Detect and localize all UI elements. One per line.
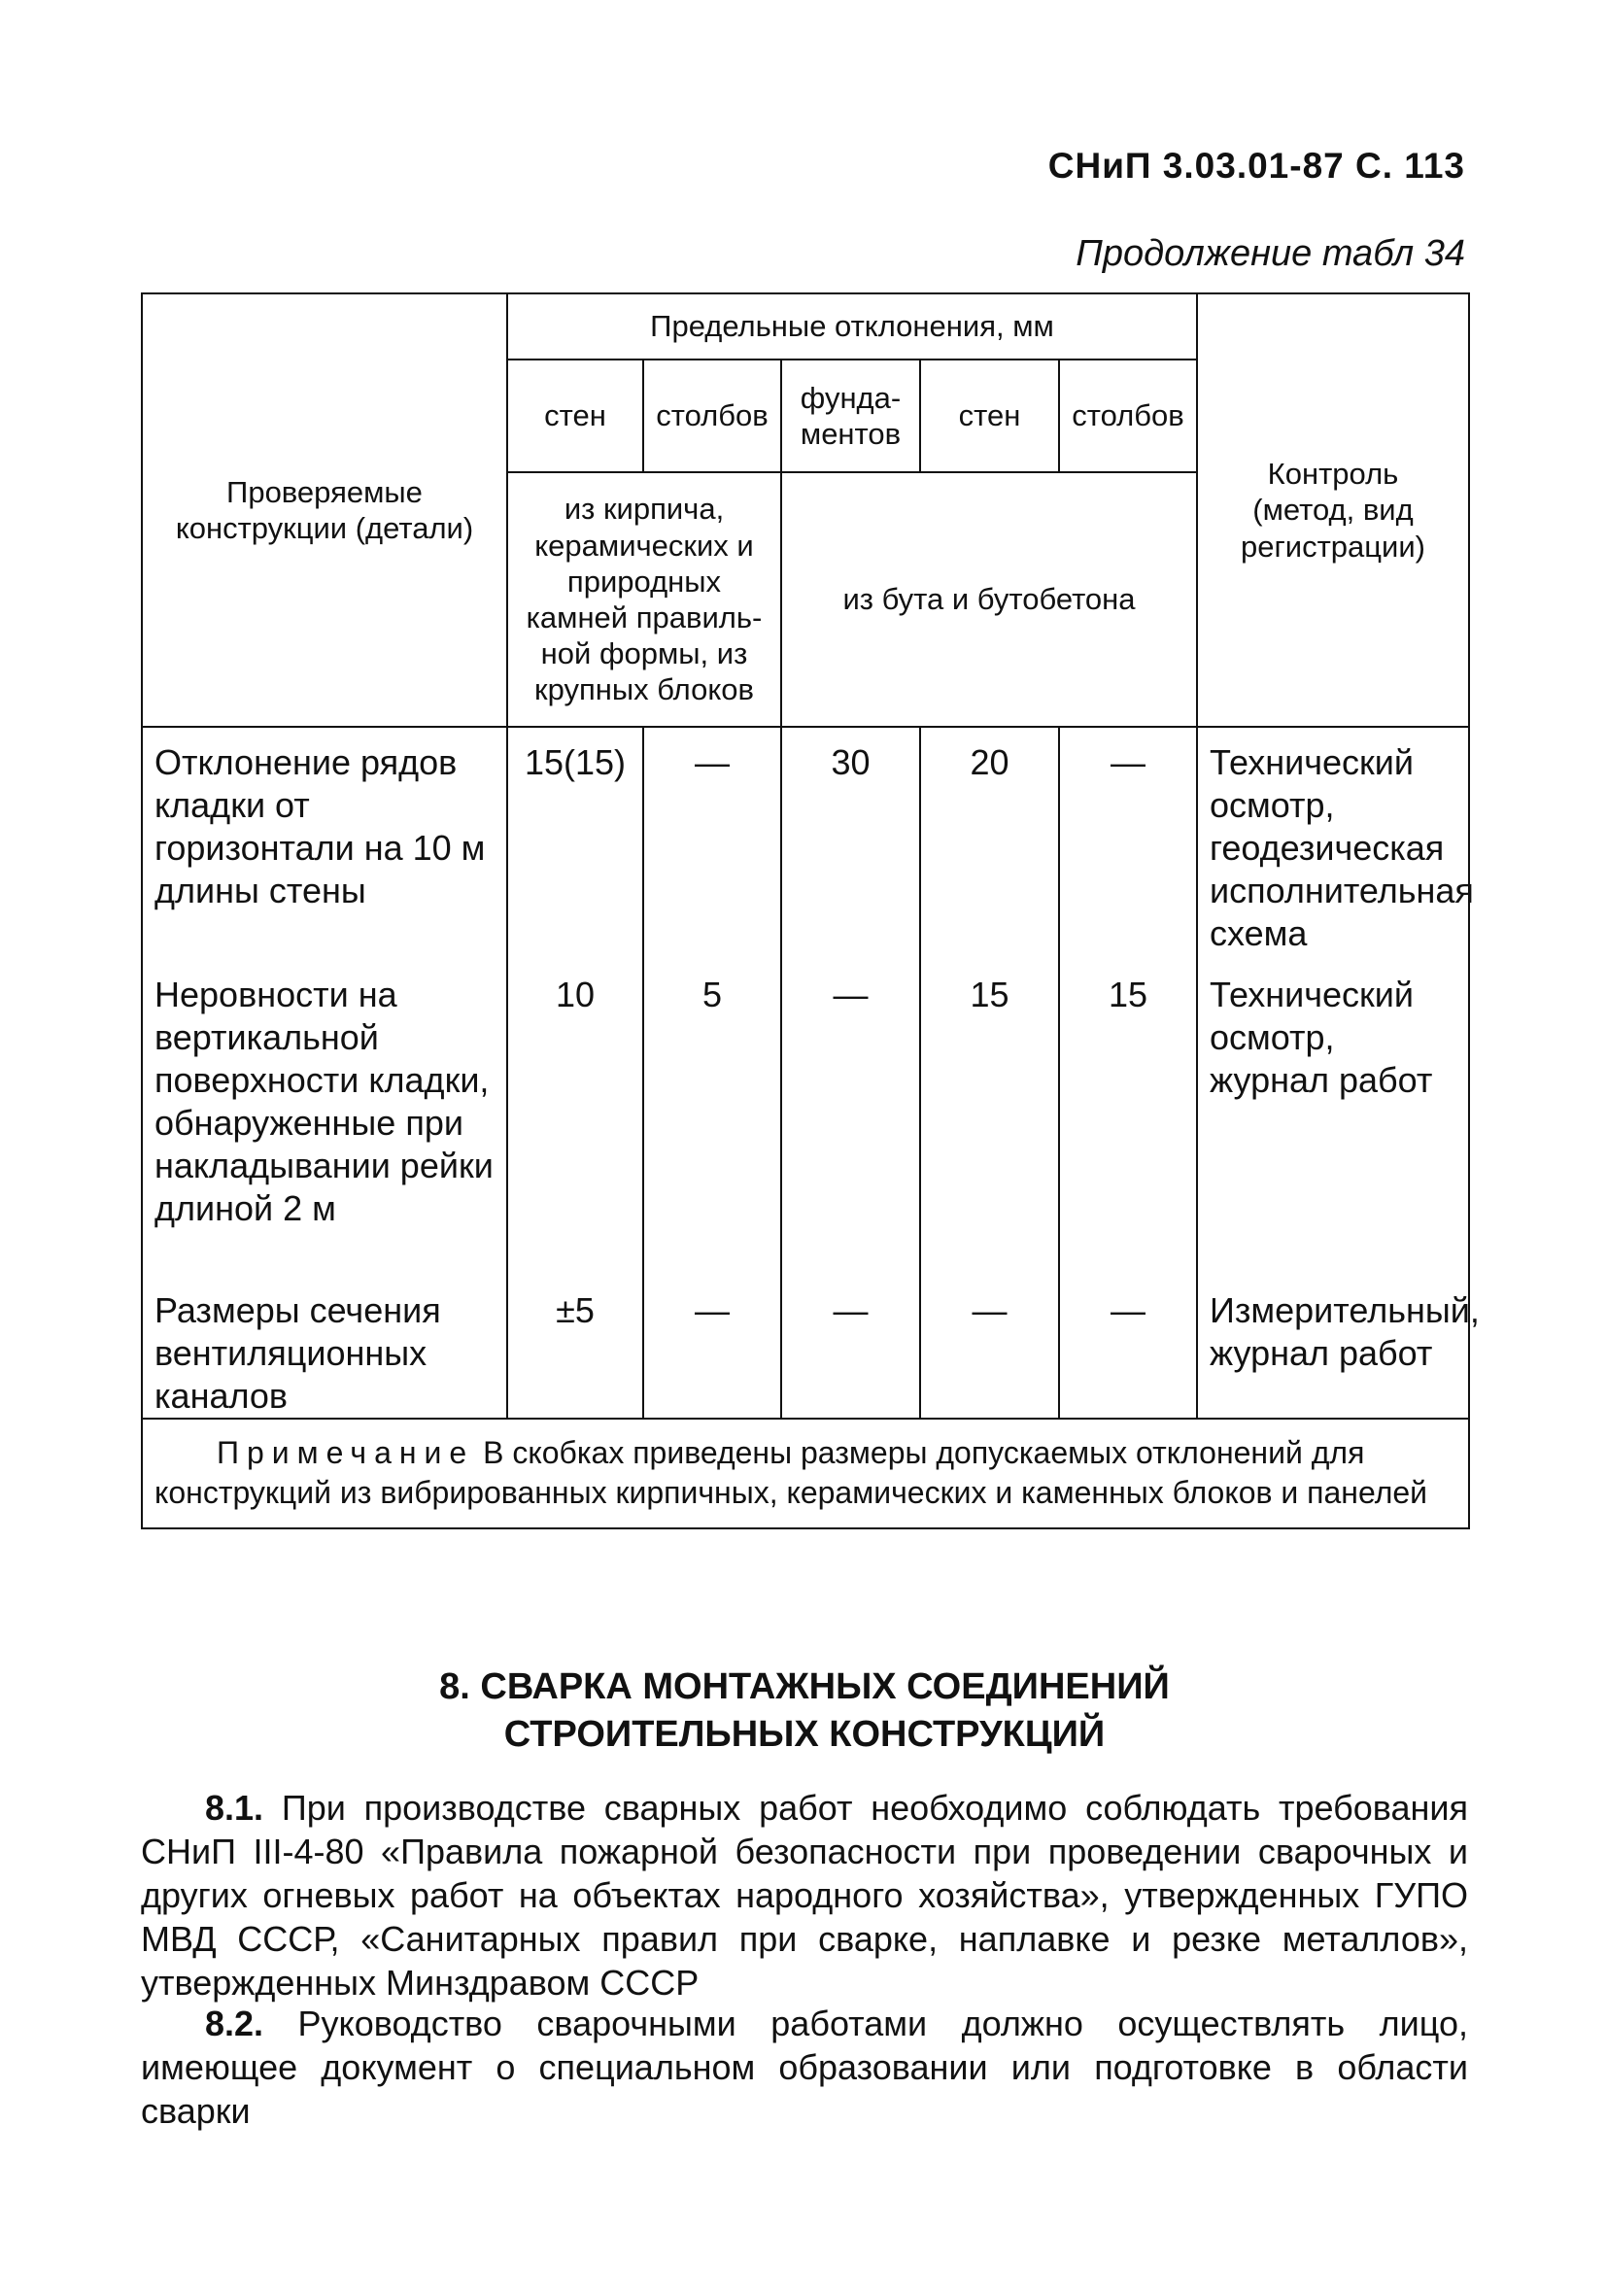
row-object: Неровности на вертикальной поверхности кладки, обнаруженные при накладывании рейки длиной 2 м [142,960,507,1276]
row-value: — [643,1276,781,1419]
row-value: ±5 [507,1276,643,1419]
table-note-row [142,1419,1469,1528]
header-limit-deviations: Предельные отклонения, мм [507,293,1197,360]
tolerance-table [141,292,1480,1529]
header-control-method: Контроль (метод, вид регистрации) [1197,293,1469,727]
row-object: Отклонение рядов кладки от горизонтали на 10 м длины стены [142,727,507,960]
row-control: Измерительный, журнал работ [1197,1276,1469,1419]
row-value: — [1059,1276,1197,1419]
row-value: 20 [920,727,1059,960]
table-row [142,1276,1469,1419]
paragraph-8-2 [141,2002,1468,2133]
header-walls-rubble: стен [920,360,1059,472]
row-control: Технический осмотр, геодезическая исполнительная схема [1197,727,1469,960]
row-value: 10 [507,960,643,1276]
paragraph-number: 8.2. [205,2004,264,2043]
note-text: В скобках приведены размеры допускаемых отклонений для конструкций из вибрированных кирпичных, керамических и каменных блоков и панелей [154,1434,1428,1511]
row-value: 15 [1059,960,1197,1276]
row-value: 5 [643,960,781,1276]
paragraph-number: 8.1. [205,1788,264,1828]
row-value: — [643,727,781,960]
header-material-rubble: из бута и бутобетона [781,472,1197,727]
header-foundations: фунда- ментов [781,360,920,472]
row-value: — [1059,727,1197,960]
paragraph-text: Руководство сварочными работами должно осуществлять лицо, имеющее документ о специальном образовании или подготовке в области сварки [141,2004,1468,2131]
table-row [142,727,1469,960]
row-value: 15 [920,960,1059,1276]
paragraph-text: При производстве сварных работ необходимо соблюдать требования СНиП III-4-80 «Правила пожарной безопасности при проведении сварочных и других огневых работ на объектах народного хозяйства», утвержденных ГУПО МВД СССР, «Санитарных правил при сварке, наплавке и резке металлов», утвержденных Минздравом СССР [141,1788,1468,2003]
row-value: — [781,1276,920,1419]
table-row [142,960,1469,1276]
row-value: — [920,1276,1059,1419]
header-material-brick: из кирпича, керамических и природных камней правиль- ной формы, из крупных блоков [507,472,781,727]
header-checked-structures: Проверяемые конструкции (детали) [142,293,507,727]
header-walls-brick: стен [507,360,643,472]
row-value: — [781,960,920,1276]
table-continuation-label: Продолжение табл 34 [1076,233,1465,274]
note-label: Примечание [217,1434,475,1470]
row-value: 15(15) [507,727,643,960]
row-value: 30 [781,727,920,960]
section-title: 8. СВАРКА МОНТАЖНЫХ СОЕДИНЕНИЙ СТРОИТЕЛЬНЫХ КОНСТРУКЦИЙ [439,1666,1170,1756]
row-object: Размеры сечения вентиляционных каналов [142,1276,507,1419]
paragraph-8-1 [141,1786,1468,2005]
header-columns-brick: столбов [643,360,781,472]
table-note [142,1419,1469,1528]
row-control: Технический осмотр, журнал работ [1197,960,1469,1276]
header-columns-rubble: столбов [1059,360,1197,472]
document-code: СНиП 3.03.01-87 С. 113 [1047,146,1465,186]
